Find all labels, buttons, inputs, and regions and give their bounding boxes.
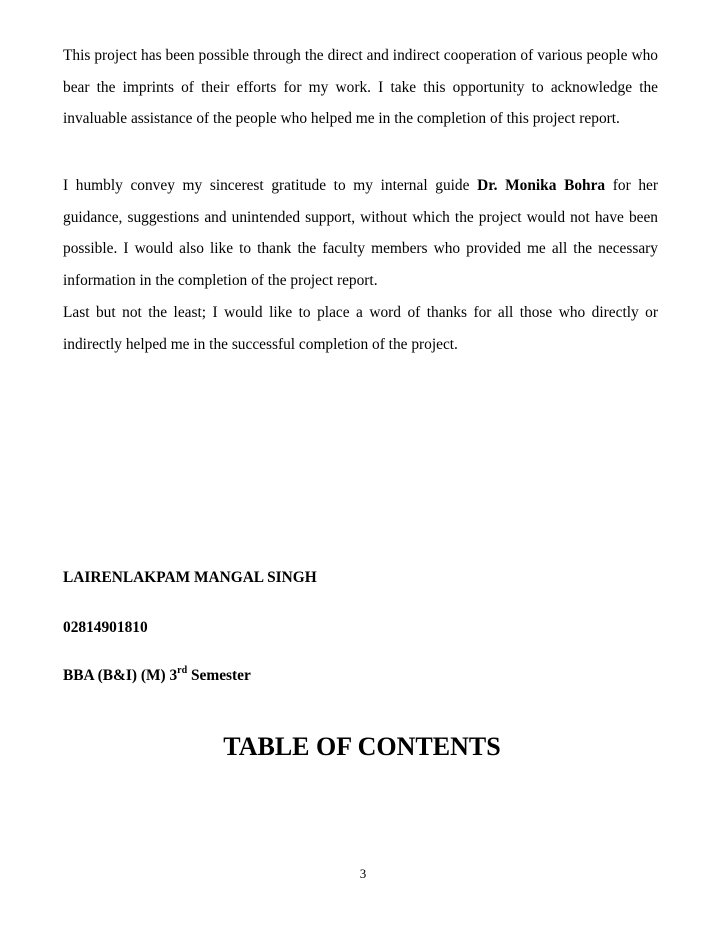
course-semester [63,667,251,685]
roll-number: 02814901810 [63,619,148,636]
course-superscript: rd [177,665,188,676]
table-of-contents-heading [0,732,728,762]
toc-heading-text: TABLE OF CONTENTS [223,732,501,761]
guide-name: Dr. Monika Bohra [477,177,606,194]
acknowledgement-paragraph-3: Last but not the least; I would like to place a word of thanks for all those who directly or indirectly helped me in the successful completion of the project. [63,304,658,353]
paragraph-2-text-end: for her guidance, suggestions and unintended support, without which the project would not have been possible. I would also like to thank the faculty members who provided me all the necessary information in the completion of the project report. [63,177,659,289]
acknowledgement-paragraph-1: This project has been possible through the direct and indirect cooperation of various people who bear the imprints of their efforts for my work. I take this opportunity to acknowledge the invaluable assistance of the people who helped me in the completion of this project report. [63,47,658,127]
paragraph-2-text-start: I humbly convey my sincerest gratitude to my internal guide [63,177,478,194]
acknowledgement-paragraph-2 [63,170,658,296]
course-prefix: BBA (B&I) (M) 3 [63,667,178,684]
page-number [0,866,728,882]
course-suffix: Semester [187,667,251,684]
author-name: LAIRENLAKPAM MANGAL SINGH [63,569,317,586]
page-number-text: 3 [359,866,367,881]
